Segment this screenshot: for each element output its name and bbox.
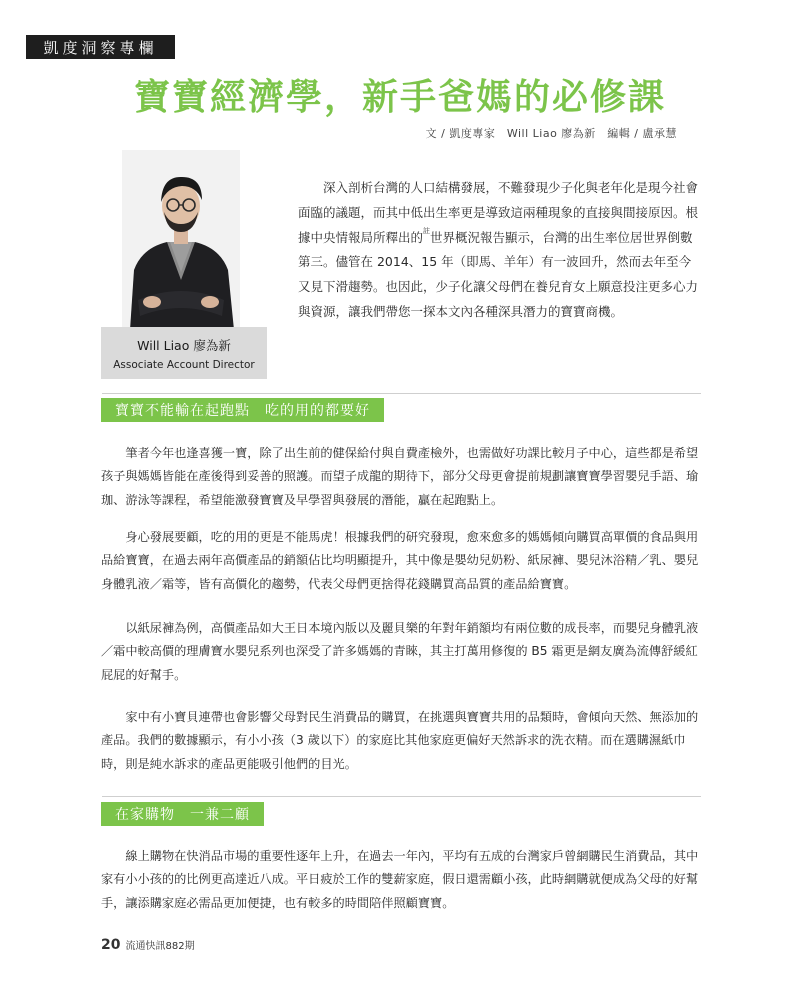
byline: 文 / 凱度專家 Will Liao 廖為新 編輯 / 盧承慧 — [425, 127, 677, 140]
article-title: 寶寶經濟學，新手爸媽的必修課 — [133, 77, 666, 118]
intro-text-part1: 深入剖析台灣的人口結構發展，不難發現少子化與老年化是現今社會面臨的議題，而其中低出生率更是導致這兩種現象的直接與間接原因。根據中央情報局所釋出的 — [298, 180, 699, 245]
body-paragraph-1: 筆者今年也逢喜獲一寶，除了出生前的健保給付與自費產檢外，也需做好功課比較月子中心，這些都是希望孩子與媽媽皆能在產後得到妥善的照護。而望子成龍的期待下，部分父母更會提前規劃讓寶寶學習嬰兒手語、瑜珈、游泳等課程，希望能激發寶寶及早學習與發展的潛能，贏在起跑點上。 — [101, 446, 699, 507]
column-tag: 凱度洞察專欄 — [26, 35, 175, 59]
body-paragraph-4: 家中有小寶貝連帶也會影響父母對民生消費品的購買，在挑選與寶寶共用的品類時，會傾向天然、無添加的產品。我們的數據顯示，有小小孩（3 歲以下）的家庭比其他家庭更偏好天然訴求的洗衣精。而在選購濕紙巾時，則是純水訴求的產品更能吸引他們的目光。 — [101, 710, 699, 771]
issue-label: 流通快訊882期 — [125, 941, 195, 952]
page-footer — [101, 937, 195, 953]
author-photo — [122, 150, 240, 330]
page-number: 20 — [101, 937, 121, 953]
body-paragraph-2: 身心發展要顧，吃的用的更是不能馬虎！根據我們的研究發現，愈來愈多的媽媽傾向購買高單價的食品與用品給寶寶，在過去兩年高價產品的銷額佔比均明顯提升，其中像是嬰幼兒奶粉、紙尿褲、嬰兒沐浴精／乳、嬰兒身體乳液／霜等，皆有高價化的趨勢，代表父母們更捨得花錢購買高品質的產品給寶寶。 — [101, 530, 699, 591]
section-heading-2: 在家購物 一兼二顧 — [101, 802, 264, 826]
section-divider — [102, 393, 701, 394]
author-portrait-illustration — [122, 150, 240, 330]
footnote-mark: 註 — [423, 226, 431, 235]
section-heading-1: 寶寶不能輸在起跑點 吃的用的都要好 — [101, 398, 384, 422]
section-divider — [102, 796, 701, 797]
body-paragraph-3: 以紙尿褲為例，高價產品如大王日本境內版以及麗貝樂的年對年銷額均有兩位數的成長率，而嬰兒身體乳液／霜中較高價的理膚寶水嬰兒系列也深受了許多媽媽的青睞，其主打萬用修復的 B5 霜更是網友廣為流傳舒緩紅屁屁的好幫手。 — [101, 621, 699, 682]
author-caption — [101, 327, 267, 379]
author-name: Will Liao 廖為新 — [137, 338, 231, 353]
author-role: Associate Account Director — [113, 359, 255, 371]
intro-paragraph — [298, 176, 698, 325]
intro-text-part2: 世界概況報告顯示，台灣的出生率位居世界倒數第三。儘管在 2014、15 年（即馬、羊年）有一波回升，然而去年至今又見下滑趨勢。也因此，少子化讓父母們在養兒育女上願意投注更多心力與資源，讓我們帶您一探本文內各種深具潛力的寶寶商機。 — [298, 229, 699, 319]
body-paragraph-5: 線上購物在快消品市場的重要性逐年上升，在過去一年內，平均有五成的台灣家戶曾網購民生消費品，其中家有小小孩的的比例更高達近八成。平日疲於工作的雙薪家庭，假日還需顧小孩，此時網購就便成為父母的好幫手，讓添購家庭必需品更加便捷，也有較多的時間陪伴照顧寶寶。 — [101, 849, 699, 910]
